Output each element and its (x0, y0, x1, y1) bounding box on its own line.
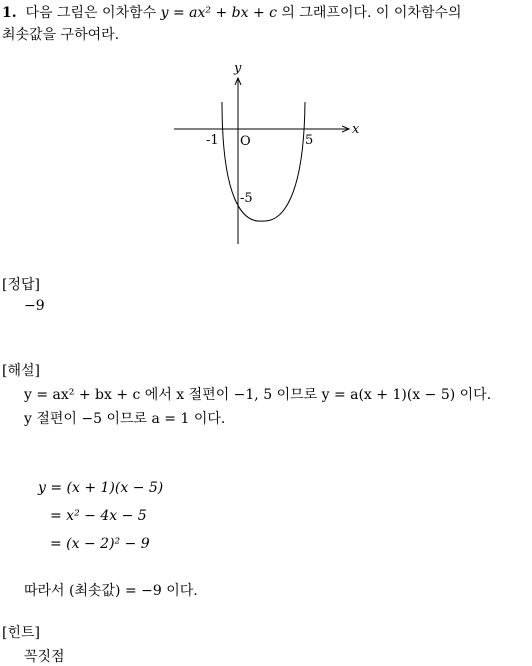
equation-step-2: = x² − 4x − 5 (50, 508, 147, 524)
answer-heading: [정답] (2, 277, 40, 293)
problem-number: 1. (2, 5, 17, 21)
explanation-conclusion: 따라서 (최솟값) = −9 이다. (24, 583, 198, 599)
y-axis-label: y (234, 61, 242, 76)
problem-line-2: 최솟값을 구하여라. (2, 27, 120, 43)
parabola-graph (168, 58, 368, 250)
origin-label: O (240, 134, 251, 149)
equation-step-3: = (x − 2)² − 9 (50, 536, 150, 552)
hint-heading: [힌트] (2, 625, 40, 641)
problem-text-after: 의 그래프이다. 이 이차함수의 (281, 5, 462, 21)
x-axis-label: x (352, 122, 360, 137)
y-intercept-label: -5 (240, 191, 253, 206)
x-intercept-left-label: -1 (206, 133, 219, 148)
explanation-line-1: y = ax² + bx + c 에서 x 절편이 −1, 5 이므로 y = a(x + 1)(x − 5) 이다. (24, 387, 492, 403)
problem-line-1 (2, 2, 462, 22)
hint-text: 꼭짓점 (24, 649, 65, 665)
answer-value: −9 (24, 298, 45, 314)
problem-equation: y = ax² + bx + c (160, 5, 277, 21)
problem-text-before: 다음 그림은 이차함수 (25, 5, 157, 21)
equation-step-1: y = (x + 1)(x − 5) (38, 480, 164, 496)
x-intercept-right-label: 5 (305, 133, 314, 148)
explanation-line-2: y 절편이 −5 이므로 a = 1 이다. (24, 411, 226, 427)
explanation-heading: [해설] (2, 363, 40, 379)
parabola-curve (222, 102, 305, 221)
